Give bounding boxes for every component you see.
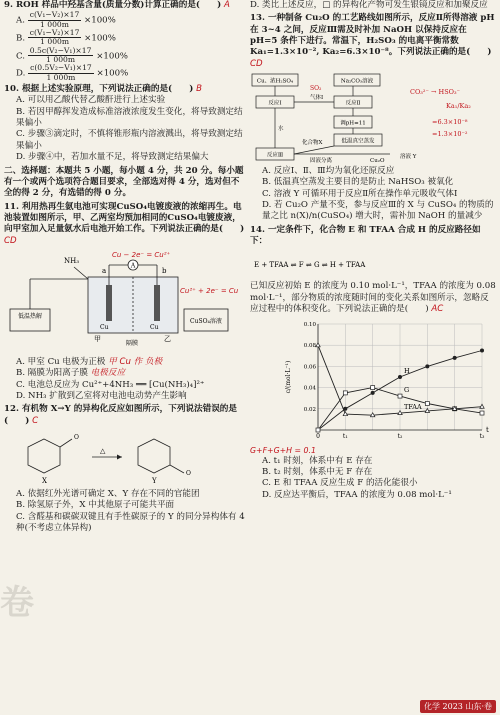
q13-hand-note-2: Ka₁/Ka₂	[446, 102, 471, 111]
q13-hand-answer: CD	[250, 58, 263, 69]
label-cu2: Cu	[150, 323, 159, 331]
q10-hand-answer: B	[196, 84, 202, 95]
point-h	[371, 390, 375, 394]
flow-box-2: 反应Ⅰ	[268, 100, 282, 107]
q14-reaction-figure	[250, 249, 496, 279]
label-yi: 乙	[164, 334, 171, 343]
reaction-path	[250, 249, 496, 279]
flow-solid: 固液分离	[310, 158, 333, 165]
svg-text:O: O	[186, 469, 191, 477]
watermark-text: 卷	[0, 583, 38, 623]
point-h	[398, 375, 402, 379]
q13-option-a[interactable]: A. 反应Ⅰ、Ⅱ、Ⅲ均为氧化还原反应	[262, 166, 395, 177]
question-12	[4, 404, 246, 534]
x-axis-label: t	[486, 425, 489, 434]
q14-option-c[interactable]: C. E 和 TFAA 反应生成 F 的活化能很小	[262, 478, 418, 489]
flow-box-5: 反应Ⅲ	[266, 152, 284, 159]
point-g	[371, 385, 375, 389]
q13-option-c[interactable]: C. 溶液 Y 可循环用于反应Ⅱ所在操作单元吸收气体Ⅰ	[262, 188, 458, 199]
cu-electrode-right	[154, 285, 160, 321]
q12-stem: 12. 有机物 X→Y 的异构化反应如图所示，下列说法错误的是( )	[4, 404, 237, 426]
question-10	[4, 84, 246, 163]
q10-stem: 10. 根据上述实验原理，下列说法正确的是( )	[4, 84, 194, 95]
nh3-label: NH₃	[64, 256, 80, 265]
ring-y	[138, 439, 170, 473]
q10-option-a[interactable]: A. 可以用乙酸代替乙酸酐进行上述实验	[16, 95, 166, 106]
q12-option-a[interactable]: A. 依据红外光谱可确定 X、Y 存在不同的官能团	[16, 488, 200, 499]
hand-note-1: Cu − 2e⁻ = Cu²⁺	[112, 250, 171, 259]
series-label-h: H	[404, 366, 410, 375]
label-b: b	[162, 266, 167, 275]
cu-electrode-left	[106, 285, 112, 321]
footer-badge: 化学 2023 山东·卷	[420, 700, 496, 713]
point-g	[343, 390, 347, 394]
x-tick-label: 0	[316, 432, 320, 440]
q9-hand-answer: A	[223, 0, 230, 10]
q9-option-c[interactable]: C. $\frac{\text{0.5c(V₂−V₁)×17}}{1 000m}$ ×100%	[16, 45, 128, 65]
svg-text:A: A	[130, 262, 136, 270]
process-flowchart	[250, 72, 496, 164]
label-membrane: 隔膜	[126, 339, 139, 347]
q14-paragraph: 已知反应初始 E 的浓度为 0.10 mol·L⁻¹，TFAA 的浓度为 0.08 mol·L⁻¹，部分物质的浓度随时间的变化关系如图所示，忽略反应过程中的体积变化。下列说法正确的是( ) AC	[250, 281, 496, 315]
point-tfaa	[343, 411, 347, 415]
q14-option-a[interactable]: A. t₁ 时刻，体系中有 E 存在	[262, 455, 373, 466]
q13-hand-note-4: =1.3×10⁻²	[432, 130, 468, 139]
q11-option-c[interactable]: C. 电池总反应为 Cu²⁺+4NH₃ ══ [Cu(NH₃)₄]²⁺	[16, 379, 205, 390]
q12-option-d[interactable]: D. 类比上述反应，□ 的异构化产物可发生银镜反应和加聚反应	[250, 0, 488, 10]
q11-hand-note-4: 电极反应	[90, 368, 126, 379]
point-h	[453, 355, 457, 359]
y-tick-label: 0.04	[303, 385, 316, 392]
question-14	[250, 225, 496, 501]
left-column	[4, 0, 246, 715]
concentration-chart	[250, 318, 496, 444]
q9-stem: 9. ROH 样品中羟基含量(质量分数)计算正确的是( )	[4, 0, 222, 10]
q9-option-b[interactable]: B. $\frac{\text{c(V₁−V₂)×17}}{1 000m}$ ×100%	[16, 28, 116, 47]
point-tfaa	[316, 342, 320, 346]
label-cu1: Cu	[100, 323, 109, 331]
question-9	[4, 0, 246, 82]
q11-option-a[interactable]: A. 甲室 Cu 电极为正极 甲 Cu 作 负极	[16, 356, 163, 367]
y-tick-label: 0.08	[303, 342, 316, 349]
y-tick-label: 0.02	[303, 406, 316, 413]
flow-compound-x: 化合物X	[302, 140, 323, 147]
q13-option-d[interactable]: D. 若 Cu₂O 产量不变，参与反应Ⅲ的 X 与 CuSO₄ 的物质的量之比 n(X)/n(CuSO₄) 增大时，需补加 NaOH 的量减少	[262, 200, 494, 222]
q14-hand-answer: AC	[431, 304, 444, 315]
battery-diagram	[4, 249, 240, 355]
point-g	[480, 411, 484, 415]
y-tick-label: 0.10	[303, 321, 316, 328]
flow-box-3: 反应Ⅱ	[345, 100, 361, 107]
q11-option-d[interactable]: D. NH₃ 扩散到乙室将对电池电动势产生影响	[16, 390, 187, 401]
cuso4-label: CuSO₄溶液	[190, 317, 222, 325]
label-x: X	[42, 476, 47, 485]
point-g	[316, 428, 320, 432]
flow-box-1: Cu、浓H₂SO₄	[256, 78, 294, 85]
point-h	[425, 364, 429, 368]
q11-hand-note-3: 甲 Cu 作 负极	[108, 356, 163, 367]
flow-box-6: 低温真空蒸发	[341, 138, 375, 145]
q13-hand-note-3: =6.3×10⁻⁸	[432, 118, 468, 127]
q14-option-b[interactable]: B. t₂ 时刻，体系中无 F 存在	[262, 467, 373, 478]
q12-option-c[interactable]: C. 含醛基和碳碳双键且有手性碳原子的 Y 的同分异构体有 4 种(不考虑立体异构)	[16, 511, 245, 533]
q10-option-d[interactable]: D. 步骤④中，若加水量不足，将导致测定结果偏大	[16, 152, 209, 163]
series-label-g: G	[404, 385, 410, 394]
point-h	[480, 348, 484, 352]
arrow-label: △	[100, 446, 106, 455]
section-2-heading: 二、选择题：本题共 5 小题，每小题 4 分，共 20 分。每小题有一个或两个选项符合题目要求，全部选对得 4 分，选对但不全的得 2 分，有选错的得 0 分。	[4, 165, 244, 199]
flow-solution-y: 溶液 Y	[400, 154, 417, 161]
x-tick-label: t₁	[342, 432, 348, 440]
flow-water: 水	[278, 126, 284, 133]
q9-option-d[interactable]: D. $\frac{\text{c(0.5V₂−V₁)×17}}{1 000m}$ ×100%	[16, 63, 129, 82]
q9-option-a[interactable]: A. $\frac{\text{c(V₁−V₂)×17}}{1 000m}$ ×100%	[16, 10, 116, 29]
q13-stem: 13. 一种制备 Cu₂O 的工艺路线如图所示，反应Ⅱ所得溶液 pH 在 3~4 之间，反应Ⅲ需及时补加 NaOH 以保持反应在 pH=5 条件下进行。常温下，H₂SO₃ 的电离平衡常数 Ka₁=1.3×10⁻², Ka₂=6.3×10⁻⁸。下列说法正确的是( )	[250, 13, 495, 58]
label-y: Y	[152, 476, 157, 485]
q12-hand-answer: C	[32, 415, 39, 426]
label-jia: 甲	[94, 334, 101, 343]
y-tick-label: 0.06	[303, 363, 316, 370]
q14-option-d[interactable]: D. 反应达平衡后，TFAA 的浓度为 0.08 mol·L⁻¹	[262, 489, 452, 500]
flow-so2: SO₂	[310, 85, 322, 93]
svg-text:O: O	[74, 433, 79, 441]
q13-option-b[interactable]: B. 低温真空蒸发主要目的是防止 NaHSO₃ 被氧化	[262, 177, 454, 188]
q10-option-c[interactable]: C. 步骤③滴定时，不慎将锥形瓶内溶液溅出，将导致测定结果偏小	[16, 129, 243, 151]
flow-cu2o: Cu₂O	[370, 158, 385, 165]
y-axis-label: c/(mol·L⁻¹)	[285, 360, 292, 393]
isomerization-diagram	[4, 429, 240, 487]
reaction-text: E + TFAA ⇌ F ⇌ G ⇌ H + TFAA	[254, 261, 366, 270]
label-a: a	[102, 266, 107, 275]
q13-hand-note-1: CO₃²⁻ → HSO₃⁻	[410, 88, 461, 97]
hand-note-2: Cu²⁺ + 2e⁻ = Cu	[180, 286, 239, 295]
question-11	[4, 202, 246, 403]
ring-x	[28, 439, 60, 473]
q13-flow-figure	[250, 72, 496, 164]
point-g	[398, 394, 402, 398]
q11-battery-figure	[4, 249, 246, 355]
q12-structure-figure	[4, 429, 246, 487]
q11-option-b[interactable]: B. 隔膜为阳离子膜 电极反应	[16, 368, 126, 379]
series-label-tfaa: TFAA	[404, 402, 422, 411]
q12-option-b[interactable]: B. 除氢原子外，X 中其他原子可能共平面	[16, 500, 175, 511]
q14-hand-note: G+F+G+H = 0.1	[250, 445, 316, 455]
question-13	[250, 13, 496, 222]
flow-gas: 气体Ⅰ	[310, 95, 324, 102]
low-temp-label: 低温热解	[17, 312, 43, 320]
flow-box-8: Na₂CO₃溶液	[340, 78, 374, 85]
point-g	[425, 401, 429, 405]
x-tick-label: t₃	[479, 432, 485, 440]
point-tfaa	[480, 404, 484, 408]
q10-option-b[interactable]: B. 若因甲醇挥发造成标准溶液浓度发生变化，将导致测定结果偏小	[16, 106, 243, 129]
q14-stem: 14. 一定条件下，化合物 E 和 TFAA 合成 H 的反应路径如下：	[250, 224, 481, 247]
q14-chart-figure	[250, 318, 496, 444]
q11-stem: 11. 利用热再生氨电池可实现CuSO₄电镀废液的浓缩再生。电池装置如图所示，甲、乙两室均预加相同的CuSO₄电镀废液，向甲室加入足量氨水后电池开始工作。下列说法正确的是( )	[4, 201, 245, 235]
q11-hand-answer: CD	[4, 235, 17, 246]
right-column	[250, 0, 496, 715]
x-tick-label: t₂	[397, 432, 403, 440]
flow-box-7: 调pH=11	[340, 120, 366, 127]
